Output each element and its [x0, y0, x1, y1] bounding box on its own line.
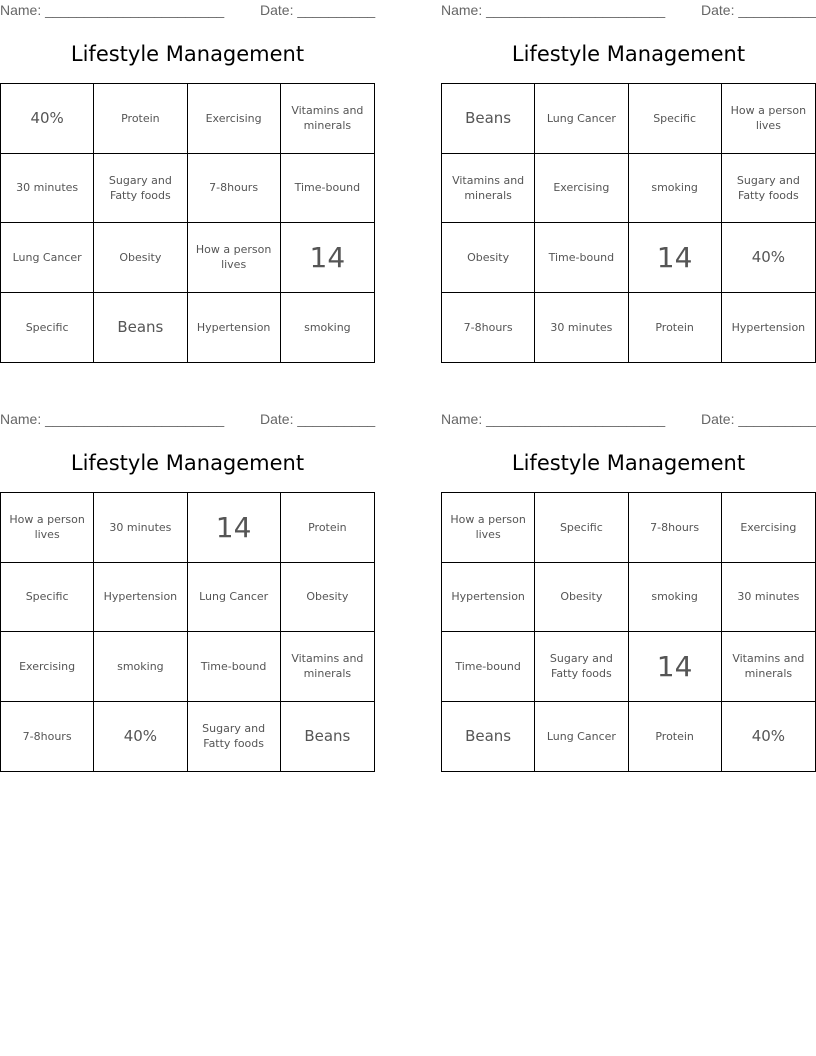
- bingo-cell[interactable]: 14: [188, 493, 281, 563]
- bingo-cell[interactable]: Time-bound: [281, 154, 374, 224]
- bingo-cell[interactable]: Beans: [442, 84, 535, 154]
- bingo-cell[interactable]: 30 minutes: [1, 154, 94, 224]
- bingo-card-4: [441, 409, 816, 774]
- date-field[interactable]: Date: __________: [260, 411, 376, 427]
- bingo-cell[interactable]: Protein: [94, 84, 187, 154]
- bingo-cell[interactable]: Exercising: [722, 493, 815, 563]
- date-field[interactable]: Date: __________: [701, 411, 816, 427]
- bingo-cell[interactable]: Protein: [629, 702, 722, 772]
- bingo-cell[interactable]: 40%: [1, 84, 94, 154]
- bingo-cell[interactable]: 14: [629, 632, 722, 702]
- bingo-cell[interactable]: smoking: [629, 563, 722, 633]
- bingo-cell[interactable]: 14: [629, 223, 722, 293]
- bingo-cell[interactable]: Exercising: [535, 154, 628, 224]
- bingo-cell[interactable]: Vitamins and minerals: [442, 154, 535, 224]
- name-field[interactable]: Name: _______________________: [0, 2, 225, 18]
- bingo-cell[interactable]: Beans: [94, 293, 187, 363]
- name-field[interactable]: Name: _______________________: [0, 411, 225, 427]
- bingo-cell[interactable]: Lung Cancer: [535, 84, 628, 154]
- bingo-cell[interactable]: How a person lives: [722, 84, 815, 154]
- bingo-cell[interactable]: Lung Cancer: [535, 702, 628, 772]
- bingo-cell[interactable]: Vitamins and minerals: [722, 632, 815, 702]
- bingo-cell[interactable]: 7-8hours: [629, 493, 722, 563]
- bingo-cell[interactable]: 7-8hours: [442, 293, 535, 363]
- bingo-cell[interactable]: Exercising: [188, 84, 281, 154]
- bingo-cell[interactable]: How a person lives: [188, 223, 281, 293]
- bingo-cell[interactable]: Obesity: [281, 563, 374, 633]
- bingo-cell[interactable]: Specific: [1, 563, 94, 633]
- bingo-cell[interactable]: Hypertension: [442, 563, 535, 633]
- bingo-cell[interactable]: Protein: [629, 293, 722, 363]
- bingo-cell[interactable]: Exercising: [1, 632, 94, 702]
- bingo-cell[interactable]: Lung Cancer: [188, 563, 281, 633]
- bingo-cell[interactable]: 40%: [94, 702, 187, 772]
- bingo-cell[interactable]: Sugary and Fatty foods: [94, 154, 187, 224]
- date-field[interactable]: Date: __________: [701, 2, 816, 18]
- bingo-cell[interactable]: Hypertension: [94, 563, 187, 633]
- bingo-cell[interactable]: 7-8hours: [188, 154, 281, 224]
- card-title: Lifestyle Management: [511, 42, 746, 66]
- bingo-cell[interactable]: Sugary and Fatty foods: [188, 702, 281, 772]
- bingo-cell[interactable]: How a person lives: [442, 493, 535, 563]
- bingo-cell[interactable]: Specific: [535, 493, 628, 563]
- bingo-cell[interactable]: 7-8hours: [1, 702, 94, 772]
- bingo-grid: [441, 83, 816, 363]
- bingo-grid: [441, 492, 816, 772]
- bingo-cell[interactable]: 30 minutes: [94, 493, 187, 563]
- bingo-cell[interactable]: Obesity: [94, 223, 187, 293]
- bingo-cell[interactable]: Obesity: [442, 223, 535, 293]
- bingo-cell[interactable]: Beans: [442, 702, 535, 772]
- bingo-cell[interactable]: smoking: [629, 154, 722, 224]
- name-field[interactable]: Name: _______________________: [441, 2, 666, 18]
- card-header: [441, 409, 816, 431]
- bingo-cell[interactable]: Hypertension: [731, 320, 806, 334]
- bingo-cell[interactable]: Sugary and Fatty foods: [722, 154, 815, 224]
- bingo-cell[interactable]: 40%: [722, 223, 815, 293]
- bingo-cell[interactable]: Obesity: [535, 563, 628, 633]
- bingo-grid: [0, 492, 375, 772]
- bingo-cell[interactable]: Lung Cancer: [1, 223, 94, 293]
- bingo-cell[interactable]: 30 minutes: [722, 563, 815, 633]
- bingo-card-2: [441, 0, 816, 365]
- card-title: Lifestyle Management: [70, 42, 305, 66]
- card-header: [0, 409, 375, 431]
- bingo-cell[interactable]: 14: [281, 223, 374, 293]
- bingo-cell[interactable]: smoking: [94, 632, 187, 702]
- card-header: [0, 0, 375, 22]
- bingo-cell[interactable]: Sugary and Fatty foods: [535, 632, 628, 702]
- bingo-cell[interactable]: Time-bound: [442, 632, 535, 702]
- bingo-cell[interactable]: Beans: [304, 726, 351, 745]
- bingo-cell[interactable]: How a person lives: [1, 493, 94, 563]
- bingo-cell[interactable]: Hypertension: [188, 293, 281, 363]
- date-field[interactable]: Date: __________: [260, 2, 376, 18]
- bingo-cell[interactable]: smoking: [304, 320, 351, 334]
- bingo-cell[interactable]: Vitamins and minerals: [281, 84, 374, 154]
- card-title: Lifestyle Management: [70, 451, 305, 475]
- bingo-cell[interactable]: Vitamins and minerals: [281, 632, 374, 702]
- bingo-cell[interactable]: Time-bound: [188, 632, 281, 702]
- bingo-cell[interactable]: Time-bound: [535, 223, 628, 293]
- bingo-grid: [0, 83, 375, 363]
- bingo-cell[interactable]: Specific: [629, 84, 722, 154]
- bingo-cell[interactable]: Protein: [281, 493, 374, 563]
- bingo-cell[interactable]: 40%: [751, 726, 786, 745]
- bingo-card-1: [0, 0, 375, 365]
- name-field[interactable]: Name: _______________________: [441, 411, 666, 427]
- card-title: Lifestyle Management: [511, 451, 746, 475]
- bingo-card-3: [0, 409, 375, 774]
- bingo-cell[interactable]: Specific: [1, 293, 94, 363]
- bingo-cell[interactable]: 30 minutes: [535, 293, 628, 363]
- card-header: [441, 0, 816, 22]
